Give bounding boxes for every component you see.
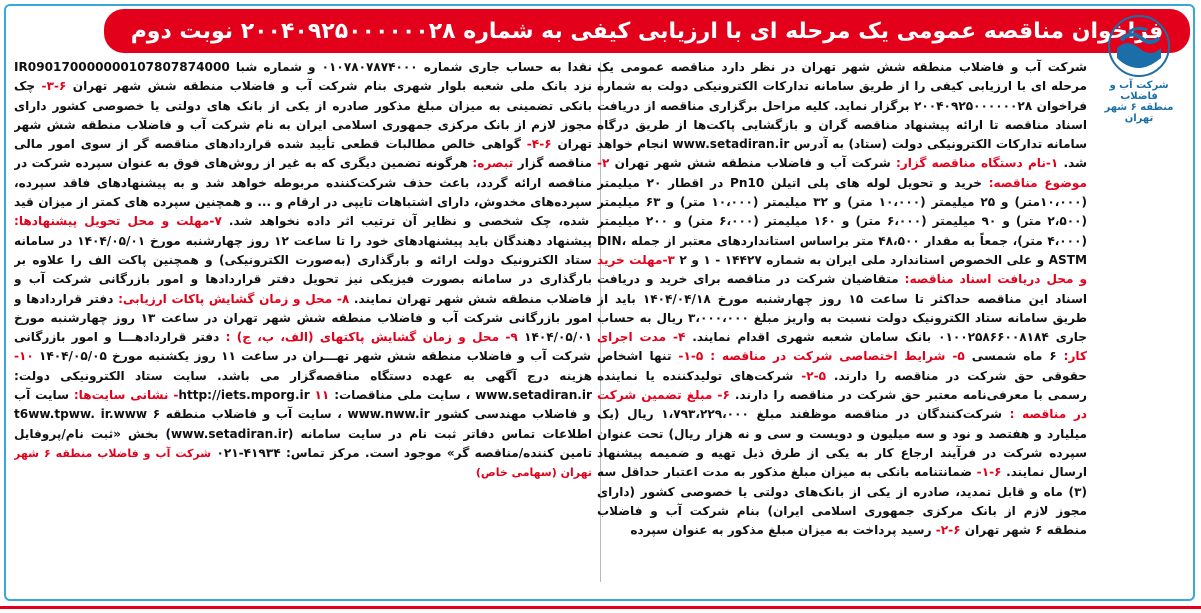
section-10-label: ۱۰-: [14, 349, 34, 364]
section-9-label: ۹- محل و زمان گشایش پاکتهای (الف، ب، ج) :: [219, 330, 518, 345]
left-column: [14, 58, 592, 588]
section-6-label: ۶- مبلغ تضمین شرکت در مناقصه :: [597, 388, 1087, 422]
contact-info: اطلاعات تماس دفاتر ثبت نام در سایت سامانه (www.setadiran.ir) بخش «ثبت نام/پروفایل تامین کننده/مناقصه گر» موجود است. مرکز تماس: ۴۱۹۳۴-۰۲۱: [14, 426, 592, 460]
title-banner: [104, 9, 1190, 53]
section-6-text: شرکت‌کنندگان در مناقصه موظفند مبلغ ۱،۷۹۳،۲۲۹،۰۰۰ ریال (یک میلیارد و هفتصد و نود و سه میلیون و دویست و سی و نه هزار ریال) تحت عنوان سپرده شرکت در فرآیند ارجاع کار به یکی از طرق ذیل تهیه و ضمیمه پیشنهاد ارسال نمایند.: [597, 407, 1087, 480]
account-paragraph: نقدا به حساب جاری شماره ۰۱۰۷۸۰۷۸۷۴۰۰۰ و شماره شبا IR090170000000107807874000 نزد بانک ملی شعبه بلوار شهری بنام شرکت آب و فاضلاب منطقه شش شهر تهران: [14, 60, 592, 94]
note-label: تبصره:: [467, 156, 514, 171]
logo-line1: شرکت آب و فاضلاب: [1109, 80, 1169, 102]
company-logo: [1097, 14, 1181, 124]
note-text: هرگونه تضمین دیگری که به غیر از روش‌های فوق به عنوان سپرده شرکت در مناقصه ارائه گردد، باعث حذف شرکت‌کننده مربوطه خواهد شد و به پیشنهادهای فاقد سپرده، سپرده‌های مخدوش، دارای اشتباهات تایپی در ارقام و ... و همچنین سپرده های کمتر از میزان قید شده، چک شخصی و نظایر آن ترتیب اثر داده نخواهد شد.: [14, 156, 592, 229]
section-4-text: ۶ ماه شمسی: [964, 349, 1057, 364]
section-5-label: ۵- شرایط اختصاصی شرکت در مناقصه :: [703, 349, 965, 364]
section-10-text: هزینه درج آگهی به عهده دستگاه مناقصه‌گزار می باشد.: [206, 368, 592, 383]
section-6-1-label: ۶-۱-: [972, 465, 1002, 480]
logo-line2: منطقه ۶ شهر تهران: [1104, 102, 1174, 124]
section-6-4-text: گواهی خالص مطالبات قطعی تأیید شده قراردادهای مناقصه گر از سوی امور مالی مناقصه گزار: [14, 137, 592, 171]
section-11-text: سایت آب و فاضلاب مهندسی کشور www.nww.ir ، سایت آب و فاضلاب منطقه ۶ t6ww.tpww. ir.www: [14, 388, 591, 422]
advertisement-frame: [4, 4, 1195, 601]
section-8-label: ۸- محل و زمان گشایش پاکات ارزیابی:: [113, 291, 350, 306]
section-5-1-label: ۵-۱-: [671, 349, 704, 364]
section-6-1-text: ضمانتنامه بانکی به میزان مبلغ مذکور به مدت اعتبار حداقل سه (۳) ماه و قابل تمدید، صادره از یکی از بانک‌های دولتی یا خصوصی کشور (دارای مجوز لازم از بانک مرکزی جمهوری اسلامی ایران) بنام شرکت آب و فاضلاب منطقه ۶ شهر تهران: [597, 465, 1087, 538]
section-3-text: متقاضیان شرکت در مناقصه برای خرید و دریافت اسناد این مناقصه حداکثر تا ساعت ۱۵ روز چهارشنبه مورخ ۱۴۰۴/۰۴/۱۸ باید از طریق سامانه ستاد الکترونیک دولت نسبت به واریز مبلغ ۳،۰۰۰،۰۰۰ ریال به حساب جاری ۰۱۰۰۲۵۸۶۶۰۰۸۱۸۴ بانک سامان شعبه شهری اقدام نمایند.: [597, 272, 1087, 345]
section-5-1-text: تنها اشخاص حقوقی حق شرکت در مناقصه را دارند.: [597, 349, 1087, 383]
section-7-text: پیشنهاد دهندگان باید پیشنهادهای خود را تا ساعت ۱۲ روز چهارشنبه مورخ ۱۴۰۴/۰۵/۰۱ در سامانه ستاد الکترونیک دولت ارائه و بارگذاری (به‌صورت الکترونیکی) و همچنین پاکت الف را علاوه بر بارگذاری در سامانه بصورت فیزیکی نیز تحویل دفتر قراردادها و امور بازرگانی شرکت آب و فاضلاب منطقه شش شهر تهران نمایند.: [14, 233, 592, 306]
section-1-text: شرکت آب و فاضلاب منطقه شش شهر تهران: [609, 156, 891, 171]
section-4-label: ۴- مدت اجرای کار:: [597, 330, 1087, 364]
company-signature: شرکت آب و فاضلاب منطقه ۶ شهر تهران (سهامی خاص): [14, 446, 592, 480]
bottom-rule: [0, 606, 1201, 609]
section-9-text: دفتر قراردادهـــا و امور بازرگانی شرکت آب و فاضلاب منطقه شش شهر تهـــران در ساعت ۱۱ روز یکشنبه مورخ ۱۴۰۴/۰۵/۰۵: [14, 330, 591, 364]
section-6-3-label: ۶-۳-: [35, 79, 67, 94]
section-10-sites: سایت ستاد الکترونیکی دولت: www.setadiran.ir ، سایت ملی مناقصات: http://iets.mporg.ir: [14, 368, 592, 403]
section-2-label: ۲-موضوع مناقصه:: [597, 156, 1087, 190]
section-8-text: دفتر قراردادها و امور بازرگانی شرکت آب و فاضلاب منطقه شش شهر تهران در ساعت ۱۳ روز چهارشنبه مورخ ۱۴۰۴/۰۵/۰۱: [14, 291, 592, 345]
section-7-label: ۷-مهلت و محل تحویل پیشنهادها:: [14, 214, 222, 229]
section-6-4-label: ۶-۴-: [520, 137, 552, 152]
section-5-2-label: ۵-۲-: [793, 368, 827, 383]
section-3-label: ۳-مهلت خرید و محل دریافت اسناد مناقصه:: [597, 252, 1087, 287]
page-title: فراخوان مناقصه عمومی یک مرحله ای با ارزیابی کیفی به شماره ۲۰۰۴۰۹۲۵۰۰۰۰۰۰۲۸ نوبت دوم: [130, 18, 1164, 44]
section-6-3-text: چک بانکی تضمینی به میزان مبلغ مذکور صادره از یکی از بانک های دولتی یا خصوصی کشور دارای مجوز لازم از بانک مرکزی جمهوری اسلامی ایران به نام شرکت آب و فاضلاب منطقه شش شهر تهران: [14, 79, 592, 152]
water-drop-icon: [1107, 14, 1171, 78]
section-6-2-text: رسید پرداخت به میزان مبلغ مذکور به عنوان سپرده: [630, 523, 932, 538]
section-2-text: خرید و تحویل لوله های پلی اتیلن Pn10 در اقطار ۲۰ میلیمتر (۱۰،۰۰۰متر) و ۲۵ میلیمتر (۱۰،۰۰۰ متر) و ۳۲ میلیمتر (۱۰،۰۰۰ متر) و ۶۳ میلیمتر (۲،۵۰۰ متر) و ۹۰ میلیمتر (۶،۰۰۰ متر) و ۱۶۰ میلیمتر (۶،۰۰۰ متر) و ۲۰۰ میلیمتر (۴،۰۰۰ متر)، جمعاً به مقدار ۴۸،۵۰۰ متر براساس استانداردهای معتبر از جمله DIN، ASTM و علی الخصوص استاندارد ملی ایران به شماره ۱۴۴۲۷ - ۱ و ۲: [597, 175, 1087, 267]
right-column: [597, 58, 1087, 588]
section-6-2-label: ۶-۲-: [931, 523, 961, 538]
section-11-label: ۱۱- نشانی سایت‌ها:: [68, 388, 330, 403]
intro-paragraph: شرکت آب و فاضلاب منطقه شش شهر تهران در نظر دارد مناقصه عمومی یک مرحله ای با ارزیابی کیفی را از طریق سامانه تدارکات الکترونیکی دولت به شماره فراخوان ۲۰۰۴۰۹۲۵۰۰۰۰۰۰۲۸ برگزار نماید. کلیه مراحل برگزاری مناقصه از دریافت اسناد مناقصه تا ارائه پیشنهاد مناقصه گران و بازگشایی پاکت‌ها از طریق درگاه سامانه تدارکات الکترونیکی دولت (ستاد) به آدرس www.setadiran.ir انجام خواهد شد.: [597, 60, 1087, 171]
section-5-2-text: شرکت‌های تولیدکننده یا نماینده رسمی با معرفی‌نامه معتبر حق شرکت در مناقصه را دارند.: [597, 368, 1087, 403]
section-1-label: ۱-نام دستگاه مناقصه گزار:: [890, 156, 1059, 171]
